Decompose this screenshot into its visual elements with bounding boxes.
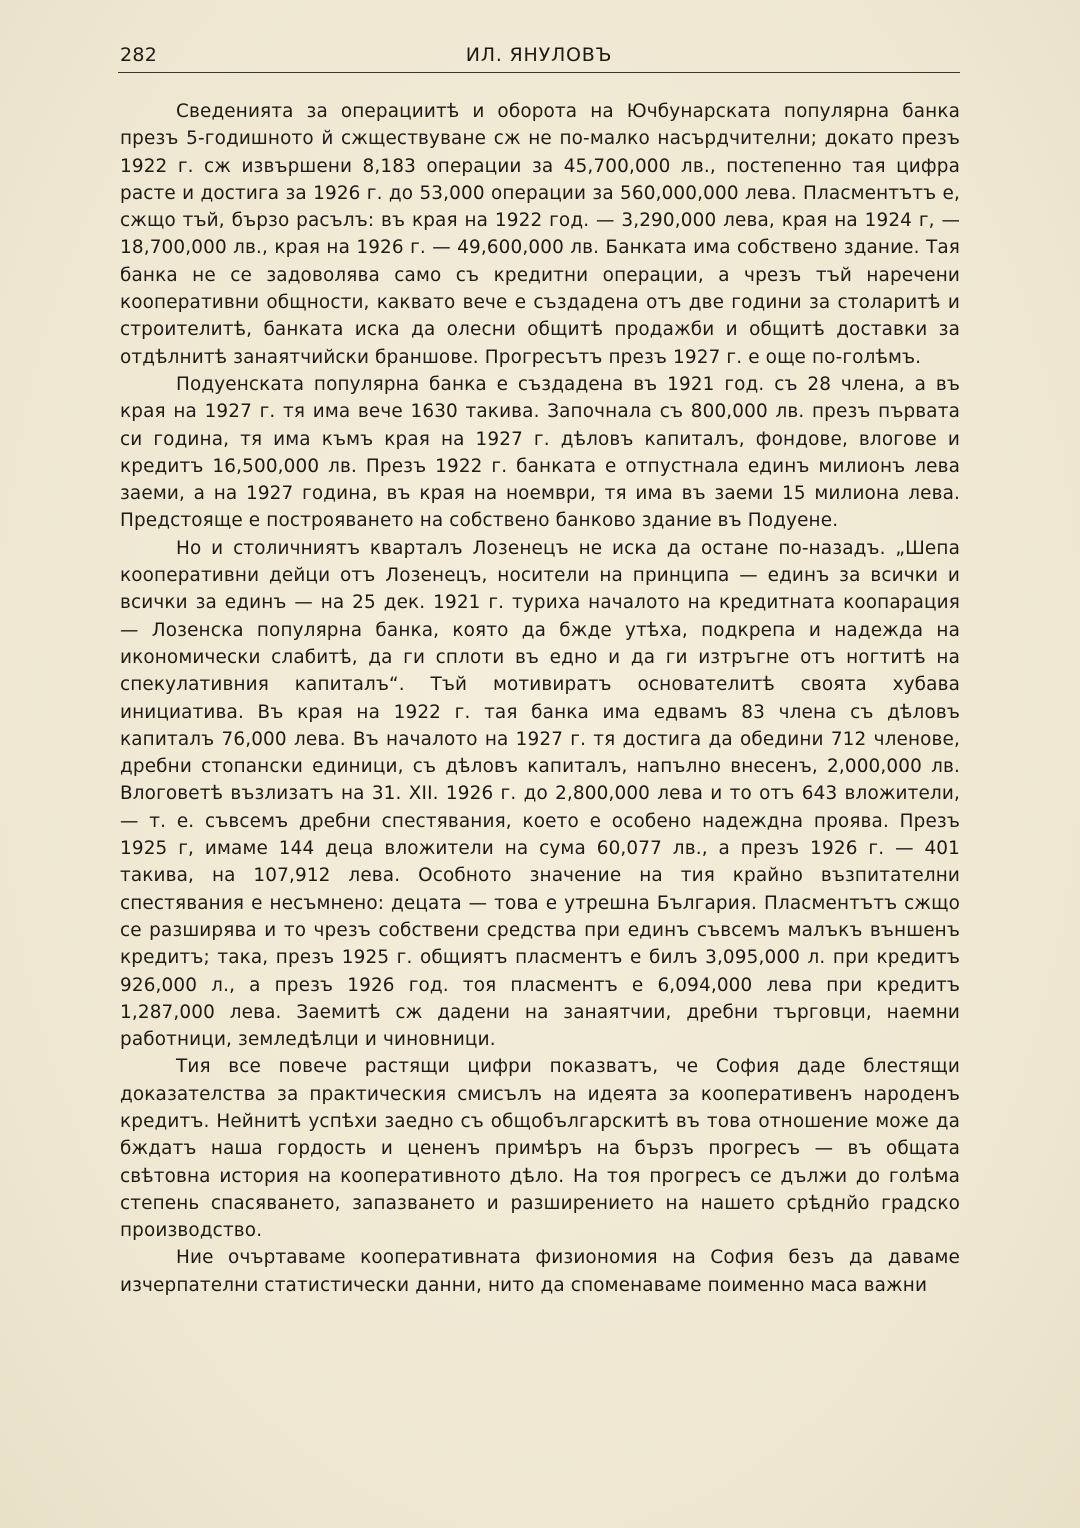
paragraph: Сведенията за операциитѣ и оборота на Ючбунарската популярна банка презъ 5-годишното й сжществуване сж не по-малко насърдчителни; докато презъ 1922 г. сж извършени 8,183 операции за 45,700,000 лв., постепенно тая цифра расте и достига за 1926 г. до 53,000 операции за 560,000,000 лева. Пласментътъ е, сжщо тъй, бързо расълъ: въ края на 1922 год. — 3,290,000 лева, края на 1924 г, — 18,700,000 лв., края на 1926 г. — 49,600,000 лв. Банката има собствено здание. Тая банка не се задоволява само съ кредитни операции, а чрезъ тъй наречени кооперативни общности, каквато вече е създадена отъ две години за столаритѣ и строителитѣ, банката иска да олесни общитѣ продажби и общитѣ доставки за отдѣлнитѣ занаятчийски браншове. Прогресътъ презъ 1927 г. е още по-голѣмъ. (120, 101, 960, 368)
paragraph: Тия все повече растящи цифри показватъ, че София даде блестящи доказателства за практическия смисълъ на идеята за кооперативенъ народенъ кредитъ. Нейнитѣ успѣхи заедно съ общобългарскитѣ въ това отношение може да бждатъ наша гордость и цененъ примѣръ на бързъ прогресъ — въ общата свѣтовна история на кооперативното дѣло. На тоя прогресъ се дължи до голѣма степень спасяването, запазването и разширението на нашето срѣднйо градско производство. (120, 1056, 960, 1242)
running-title: ИЛ. ЯНУЛОВЪ (465, 44, 613, 66)
paragraph: Но и столичниятъ кварталъ Лозенецъ не иска да остане по-назадъ. „Шепа кооперативни дейци отъ Лозенецъ, носители на принципа — единъ за всички и всички за единъ — на 25 дек. 1921 г. туриха началото на кредитната коопарация — Лозенска популярна банка, която да бжде утѣха, подкрепа и надежда на икономически слабитѣ, да ги сплоти въ едно и да ги изтръгне отъ ногтитѣ на спекулативния капиталъ“. Тъй мотивиратъ основателитѣ своята хубава инициатива. Въ края на 1922 г. тая банка има едвамъ 83 члена съ дѣловъ капиталъ 76,000 лева. Въ началото на 1927 г. тя достига да обедини 712 членове, дребни стопански единици, съ дѣловъ капиталъ, напълно внесенъ, 2,000,000 лв. Влоговетѣ възлизатъ на 31. XII. 1926 г. до 2,800,000 лева и то отъ 643 вложители, — т. е. съвсемъ дребни спестявания, което е особено надеждна проява. Презъ 1925 г, имаме 144 деца вложители на сума 60,077 лв., а презъ 1926 г. — 401 такива, на 107,912 лева. Особното значение на тия крайно възпитателни спестявания е несъмнено: децата — това е утрешна България. Пласментътъ сжщо се разширява и то чрезъ собствени средства при единъ съвсемъ малъкъ външенъ кредитъ; така, презъ 1925 г. общиятъ пласментъ е билъ 3,095,000 л. при кредитъ 926,000 л., а презъ 1926 год. тоя пласментъ е 6,094,000 лева при кредитъ 1,287,000 лева. Заемитѣ сж дадени на занаятчии, дребни търговци, наемни работници, земледѣлци и чиновници. (120, 537, 960, 1051)
paragraph: Подуенската популярна банка е създадена въ 1921 год. съ 28 члена, а въ края на 1927 г. тя има вече 1630 такива. Започнала съ 800,000 лв. презъ първата си година, тя има къмъ края на 1927 г. дѣловъ капиталъ, фондове, влогове и кредитъ 16,500,000 лв. Презъ 1922 г. банката е отпустнала единъ милионъ лева заеми, а на 1927 година, въ края на ноември, тя има въ заеми 15 милиона лева. Предстояще е построяването на собствено банково здание въ Подуене. (120, 373, 960, 532)
body-text (120, 98, 960, 1299)
page-number: 282 (120, 44, 158, 66)
page-header (118, 42, 960, 73)
paragraph: Ние очъртаваме кооперативната физиономия на София безъ да даваме изчерпателни статистически данни, нито да споменаваме поименно маса важни (120, 1247, 960, 1296)
